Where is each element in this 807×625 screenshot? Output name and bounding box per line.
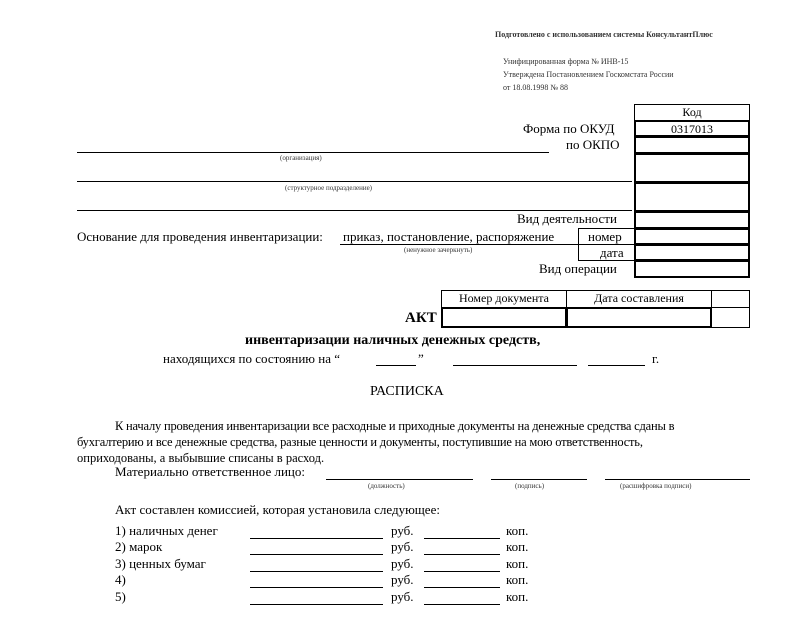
row-label: 1) наличных денег	[115, 523, 218, 538]
organization-line[interactable]	[77, 152, 549, 153]
month-line[interactable]	[453, 365, 577, 366]
okud-value: 0317013	[634, 120, 750, 137]
rub-line[interactable]	[250, 587, 383, 588]
rub-label: руб.	[391, 589, 414, 604]
rub-line[interactable]	[250, 571, 383, 572]
okpo-label: по ОКПО	[566, 137, 620, 152]
name-line[interactable]	[605, 479, 750, 480]
division-caption: (структурное подразделение)	[285, 184, 373, 192]
basis-line[interactable]	[340, 244, 578, 245]
signature-caption: (подпись)	[515, 482, 545, 490]
kop-line[interactable]	[424, 571, 500, 572]
doc-date-value[interactable]	[566, 307, 712, 328]
division-code-box[interactable]	[634, 182, 750, 212]
form-approved: Утверждена Постановлением Госкомстата России	[503, 70, 674, 79]
rub-line[interactable]	[250, 554, 383, 555]
number-label: номер	[588, 229, 622, 244]
operation-box[interactable]	[634, 260, 750, 278]
kod-header: Код	[634, 104, 750, 121]
basis-value: приказ, постановление, распоряжение	[343, 229, 555, 244]
row-label: 4)	[115, 572, 126, 587]
kop-line[interactable]	[424, 604, 500, 605]
doc-number-value[interactable]	[441, 307, 567, 328]
organization-caption: (организация)	[280, 154, 322, 162]
kop-line[interactable]	[424, 587, 500, 588]
commission-text: Акт составлен комиссией, которая установила следующее:	[115, 502, 440, 517]
receipt-heading: РАСПИСКА	[370, 384, 444, 399]
position-line[interactable]	[326, 479, 473, 480]
position-caption: (должность)	[368, 482, 405, 490]
okpo-box[interactable]	[634, 136, 750, 154]
doc-number-header: Номер документа	[441, 290, 567, 308]
receipt-text-1: К началу проведения инвентаризации все расходные и приходные документы на денежные средства сданы в	[115, 419, 675, 433]
rub-label: руб.	[391, 556, 414, 571]
rub-label: руб.	[391, 523, 414, 538]
date-quote: ”	[418, 351, 424, 366]
kop-label: коп.	[506, 589, 529, 604]
doc-extra-value	[711, 307, 750, 328]
doc-date-header: Дата составления	[566, 290, 712, 308]
row-label: 5)	[115, 589, 126, 604]
basis-caption: (ненужное зачеркнуть)	[404, 246, 473, 254]
akt-title: АКТ	[405, 310, 437, 326]
okud-label: Форма по ОКУД	[523, 121, 615, 136]
receipt-text-2: бухгалтерию и все денежные средства, разные ценности и документы, поступившие на мою ответственность,	[77, 435, 643, 449]
row-label: 3) ценных бумаг	[115, 556, 206, 571]
activity-label: Вид деятельности	[517, 211, 617, 226]
form-date: от 18.08.1998 № 88	[503, 83, 569, 92]
order-date-box[interactable]	[634, 244, 750, 261]
rub-line[interactable]	[250, 604, 383, 605]
kop-label: коп.	[506, 539, 529, 554]
prepared-note: Подготовлено с использованием системы КонсультантПлюс	[495, 30, 713, 39]
kop-label: коп.	[506, 523, 529, 538]
kop-label: коп.	[506, 556, 529, 571]
org-code-box[interactable]	[634, 153, 750, 183]
akt-subtitle: инвентаризации наличных денежных средств,	[245, 333, 541, 348]
signature-line[interactable]	[491, 479, 587, 480]
order-number-box[interactable]	[634, 228, 750, 245]
receipt-text-3: оприходованы, а выбывшие списаны в расход.	[77, 451, 325, 465]
row-label: 2) марок	[115, 539, 163, 554]
division-line[interactable]	[77, 181, 632, 182]
day-line[interactable]	[376, 365, 416, 366]
operation-label: Вид операции	[539, 261, 617, 276]
rub-label: руб.	[391, 572, 414, 587]
doc-extra-header	[711, 290, 750, 308]
kop-line[interactable]	[424, 538, 500, 539]
responsible-label: Материально ответственное лицо:	[115, 464, 305, 479]
rub-line[interactable]	[250, 538, 383, 539]
year-line[interactable]	[588, 365, 645, 366]
date-prefix: находящихся по состоянию на “	[163, 351, 340, 366]
date-label: дата	[600, 245, 624, 260]
basis-label: Основание для проведения инвентаризации:	[77, 229, 323, 244]
rub-label: руб.	[391, 539, 414, 554]
blank-line[interactable]	[77, 210, 632, 211]
name-caption: (расшифровка подписи)	[620, 482, 692, 490]
kop-label: коп.	[506, 572, 529, 587]
kop-line[interactable]	[424, 554, 500, 555]
form-number: Унифицированная форма № ИНВ-15	[503, 57, 629, 66]
year-suffix: г.	[652, 351, 660, 366]
activity-box[interactable]	[634, 211, 750, 229]
